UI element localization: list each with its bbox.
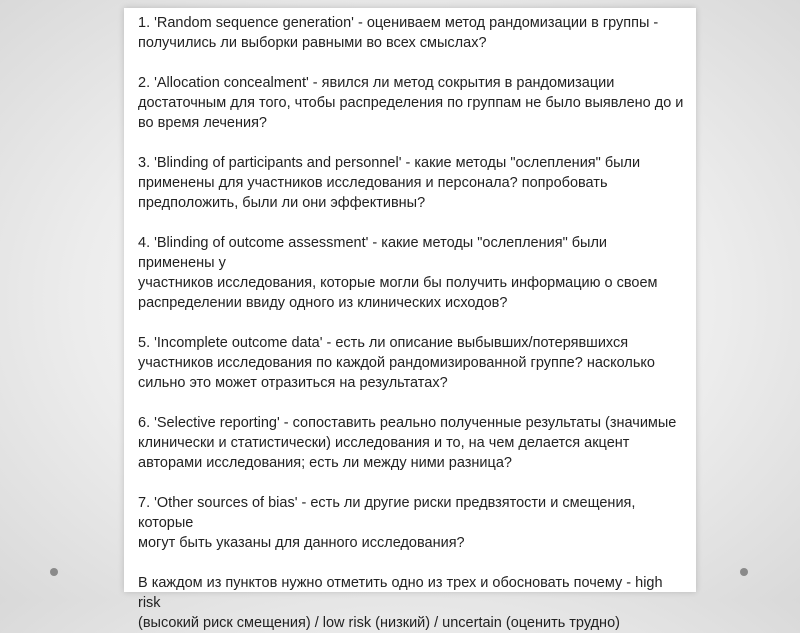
criterion-blinding-participants-personnel: 3. 'Blinding of participants and personnel' - какие методы "ослепления" были применены для участников исследования и персонала? попробовать предположить, были ли они эффективны? [138,155,641,211]
criterion-selective-reporting: 6. 'Selective reporting' - сопоставить реально полученные результаты (значимые клинически и статистически) исследования и то, на чем делается акцент авторами исследования; есть ли между ними разница? [138,415,677,471]
risk-rating-instruction: В каждом из пунктов нужно отметить одно из трех и обосновать почему - high risk (высокий риск смещения) / low risk (низкий) / uncertain (оценить трудно) [138,575,663,631]
criterion-allocation-concealment: 2. 'Allocation concealment' - явился ли метод сокрытия в рандомизации достаточным для того, чтобы распределения по группам не было выявлено до и во время лечения? [138,75,684,131]
criterion-blinding-outcome-assessment: 4. 'Blinding of outcome assessment' - какие методы "ослепления" были применены у участников исследования, которые могли бы получить информацию о своем распределении ввиду одного из клинических исходов? [138,235,658,311]
slide-bullet-right [740,568,748,576]
criterion-other-sources-of-bias: 7. 'Other sources of bias' - есть ли другие риски предвзятости и смещения, которые могут быть указаны для данного исследования? [138,495,636,551]
criterion-random-sequence-generation: 1. 'Random sequence generation' - оцениваем метод рандомизации в группы - получились ли выборки равными во всех смыслах? [138,15,659,51]
slide-bullet-left [50,568,58,576]
document-panel [124,8,696,631]
criterion-incomplete-outcome-data: 5. 'Incomplete outcome data' - есть ли описание выбывших/потерявшихся участников исследования по каждой рандомизированной группе? насколько сильно это может отразиться на результатах? [138,335,655,391]
